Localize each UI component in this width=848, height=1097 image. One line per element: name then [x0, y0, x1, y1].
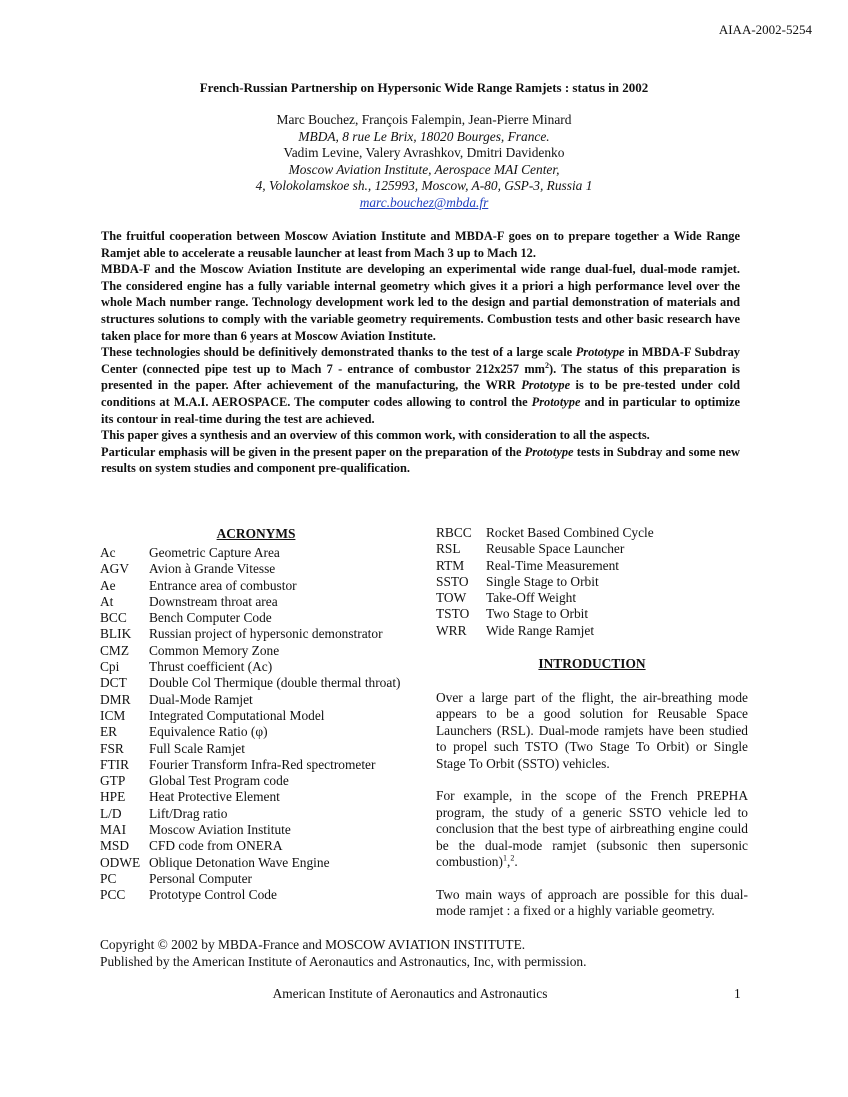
abstract-text: Particular emphasis will be given in the present paper on the preparation of the — [101, 444, 525, 459]
abstract-text: is to be pre-tested under cold conditions at M.A.I. AEROSPACE. The computer codes allowing to control the — [101, 378, 741, 409]
acronym-definition: Wide Range Ramjet — [486, 622, 595, 638]
acronym-definition: Integrated Computational Model — [149, 707, 325, 723]
copyright-line: Copyright © 2002 by MBDA-France and MOSCOW AVIATION INSTITUTE. — [100, 937, 526, 952]
acronym-row — [100, 594, 430, 610]
reference-marker: 1 — [502, 853, 507, 863]
acronym-list-right — [436, 525, 766, 639]
acronym-definition: Oblique Detonation Wave Engine — [149, 854, 330, 870]
abstract-paragraph — [101, 344, 740, 427]
acronym-abbr: Ac — [100, 545, 116, 560]
abstract-paragraph: This paper gives a synthesis and an overview of this common work, with consideration to all the aspects. — [101, 428, 650, 443]
acronym-row — [100, 789, 430, 805]
acronym-definition: Single Stage to Orbit — [486, 573, 599, 589]
acronym-abbr: FTIR — [100, 756, 130, 772]
acronym-abbr: MAI — [100, 822, 127, 838]
acronym-row — [436, 574, 766, 590]
abstract-text: These technologies should be definitively demonstrated thanks to the test of a large scale — [101, 345, 576, 360]
superscript: 2 — [545, 360, 549, 370]
acronym-definition: Personal Computer — [149, 870, 253, 886]
acronym-definition: Fourier Transform Infra-Red spectrometer — [149, 756, 376, 772]
acronym-abbr: ODWE — [100, 854, 141, 870]
reference-marker: 2 — [510, 853, 515, 863]
acronym-definition: Double Col Thermique (double thermal throat) — [149, 675, 401, 691]
acronym-row — [436, 623, 766, 639]
acronym-definition: Heat Protective Element — [149, 789, 280, 805]
acronym-definition: Geometric Capture Area — [149, 545, 280, 560]
intro-paragraph: Over a large part of the flight, the air-breathing mode appears to be a good solution for Reusable Space Launchers (RSL). Dual-mode ramjets have been studied to propel such TSTO (Two Stage To Orbit) or Single Stage To Orbit (SSTO) vehicles. — [436, 690, 748, 771]
abstract-text: and in particular to optimize its contour in real-time during the test are achieved. — [101, 394, 740, 426]
acronym-definition: Thrust coefficient (Ac) — [149, 659, 273, 675]
affiliation-mbda: MBDA, 8 rue Le Brix, 18020 Bourges, France. — [298, 128, 550, 144]
prototype-term: Prototype — [524, 444, 574, 459]
copyright-notice — [100, 937, 586, 970]
acronym-row — [100, 643, 430, 659]
acronym-definition: Two Stage to Orbit — [486, 606, 589, 622]
acronym-row — [100, 626, 430, 642]
acronym-definition: Russian project of hypersonic demonstrator — [149, 626, 383, 642]
acronym-abbr: WRR — [436, 622, 467, 638]
author-block — [0, 112, 848, 212]
acronyms-heading: ACRONYMS — [216, 526, 296, 541]
acronym-row — [100, 724, 430, 740]
acronym-definition: Moscow Aviation Institute — [149, 822, 291, 838]
acronym-abbr: DCT — [100, 675, 127, 691]
intro-text: . — [514, 854, 518, 870]
acronym-row — [100, 675, 430, 691]
acronym-abbr: DMR — [100, 691, 131, 707]
acronym-definition: Full Scale Ramjet — [149, 740, 245, 756]
abstract-text: tests in Subdray and some new results on system studies and component pre-qualification. — [101, 444, 740, 476]
author-names-mai: Vadim Levine, Valery Avrashkov, Dmitri Davidenko — [283, 145, 565, 161]
acronym-abbr: Ae — [100, 577, 116, 593]
acronym-abbr: BLIK — [100, 626, 132, 642]
prototype-term: Prototype — [575, 345, 625, 360]
abstract-text: in MBDA-F Subdray Center (connected pipe test up to Mach 7 - entrance of combustor 212x257 mm — [101, 345, 741, 376]
acronym-row — [436, 558, 766, 574]
acronym-list-left — [100, 545, 430, 904]
acronym-row — [100, 887, 430, 903]
acronym-definition: Entrance area of combustor — [149, 577, 297, 593]
acronym-definition: Bench Computer Code — [149, 610, 272, 626]
acronym-row — [100, 578, 430, 594]
acronym-abbr: L/D — [100, 805, 122, 821]
acronym-definition: CFD code from ONERA — [149, 838, 283, 854]
acronym-row — [100, 822, 430, 838]
acronym-row — [100, 838, 430, 854]
abstract-paragraph — [101, 444, 740, 477]
abstract-text: ). The status of this preparation is presented in the paper. After achievement of the manufacturing, the WRR — [101, 361, 740, 393]
paper-title: French-Russian Partnership on Hypersonic Wide Range Ramjets : status in 2002 — [199, 80, 649, 95]
abstract-paragraph: MBDA-F and the Moscow Aviation Institute are developing an experimental wide range dual-fuel, dual-mode ramjet. The considered engine has a fully variable internal geometry which gives it a priori a high performance level over the whole Mach number range. Technology development work led to the design and partial demonstration of materials and structures solutions to comply with the variable geometry requirements. Combustion tests and other basic research have taken place for more than 6 years at Moscow Aviation Institute. — [101, 262, 740, 343]
introduction-body — [436, 690, 748, 936]
acronym-row — [100, 871, 430, 887]
acronym-row — [100, 545, 430, 561]
contact-email-link[interactable]: marc.bouchez@mbda.fr — [359, 194, 489, 210]
acronym-abbr: TSTO — [436, 606, 470, 622]
introduction-heading: INTRODUCTION — [538, 656, 646, 671]
acronym-abbr: RSL — [436, 541, 461, 557]
acronym-abbr: RTM — [436, 557, 465, 573]
permission-line: Published by the American Institute of Aeronautics and Astronautics, Inc, with permission. — [100, 953, 587, 969]
affiliation-mai: Moscow Aviation Institute, Aerospace MAI Center, — [288, 161, 560, 177]
acronym-row — [100, 610, 430, 626]
acronym-abbr: SSTO — [436, 573, 469, 589]
acronym-abbr: CMZ — [100, 642, 130, 658]
acronym-abbr: BCC — [100, 610, 127, 626]
acronym-definition: Equivalence Ratio (φ) — [149, 724, 268, 740]
acronym-abbr: PC — [100, 870, 117, 886]
acronym-row — [100, 757, 430, 773]
author-names-mbda: Marc Bouchez, François Falempin, Jean-Pierre Minard — [276, 112, 572, 127]
acronym-abbr: PCC — [100, 887, 126, 903]
acronym-abbr: At — [100, 593, 114, 609]
acronym-abbr: RBCC — [436, 525, 472, 540]
acronym-definition: Rocket Based Combined Cycle — [486, 525, 654, 540]
page-number: 1 — [734, 986, 741, 1001]
acronym-row — [100, 561, 430, 577]
acronym-definition: Global Test Program code — [149, 773, 289, 789]
acronym-row — [436, 606, 766, 622]
acronym-definition: Reusable Space Launcher — [486, 541, 625, 557]
intro-text: For example, in the scope of the French PREPHA program, the study of a generic SSTO vehicle led to conclusion that the best type of airbreathing engine could be the dual-mode ramjet (subsonic then supersonic combustion) — [436, 788, 748, 870]
abstract — [101, 228, 740, 477]
paper-id: AIAA-2002-5254 — [718, 22, 812, 37]
acronym-row — [100, 855, 430, 871]
acronym-abbr: GTP — [100, 773, 126, 789]
acronym-row — [436, 541, 766, 557]
acronym-row — [100, 741, 430, 757]
acronym-abbr: TOW — [436, 590, 467, 606]
acronym-abbr: MSD — [100, 838, 130, 854]
acronym-row — [436, 590, 766, 606]
acronym-row — [100, 659, 430, 675]
acronym-definition: Avion à Grande Vitesse — [149, 561, 276, 577]
acronym-abbr: ICM — [100, 707, 126, 723]
intro-paragraph — [436, 788, 748, 870]
acronym-definition: Downstream throat area — [149, 593, 278, 609]
acronym-abbr: Cpi — [100, 659, 120, 675]
acronym-definition: Real-Time Measurement — [486, 557, 620, 573]
acronym-definition: Take-Off Weight — [486, 590, 577, 606]
prototype-term: Prototype — [521, 378, 571, 393]
page-footer: American Institute of Aeronautics and Astronautics — [272, 986, 548, 1001]
acronym-definition: Prototype Control Code — [149, 887, 277, 903]
acronym-row — [436, 525, 766, 541]
acronym-definition: Dual-Mode Ramjet — [149, 691, 253, 707]
acronym-row — [100, 708, 430, 724]
acronym-row — [100, 773, 430, 789]
acronym-row — [100, 692, 430, 708]
address-mai: 4, Volokolamskoe sh., 125993, Moscow, A-80, GSP-3, Russia 1 — [255, 178, 593, 194]
acronym-abbr: HPE — [100, 789, 126, 805]
acronym-definition: Common Memory Zone — [149, 642, 280, 658]
abstract-paragraph: The fruitful cooperation between Moscow Aviation Institute and MBDA-F goes on to prepare together a Wide Range Ramjet able to accelerate a reusable launcher at least from Mach 3 up to Mach 12. — [101, 229, 740, 260]
intro-paragraph: Two main ways of approach are possible for this dual-mode ramjet : a fixed or a highly variable geometry. — [436, 886, 748, 919]
acronym-abbr: FSR — [100, 740, 124, 756]
reference-separator: , — [506, 854, 511, 870]
acronym-definition: Lift/Drag ratio — [149, 805, 228, 821]
acronym-abbr: ER — [100, 724, 118, 740]
acronym-row — [100, 806, 430, 822]
prototype-term: Prototype — [531, 394, 581, 409]
acronym-abbr: AGV — [100, 561, 130, 577]
